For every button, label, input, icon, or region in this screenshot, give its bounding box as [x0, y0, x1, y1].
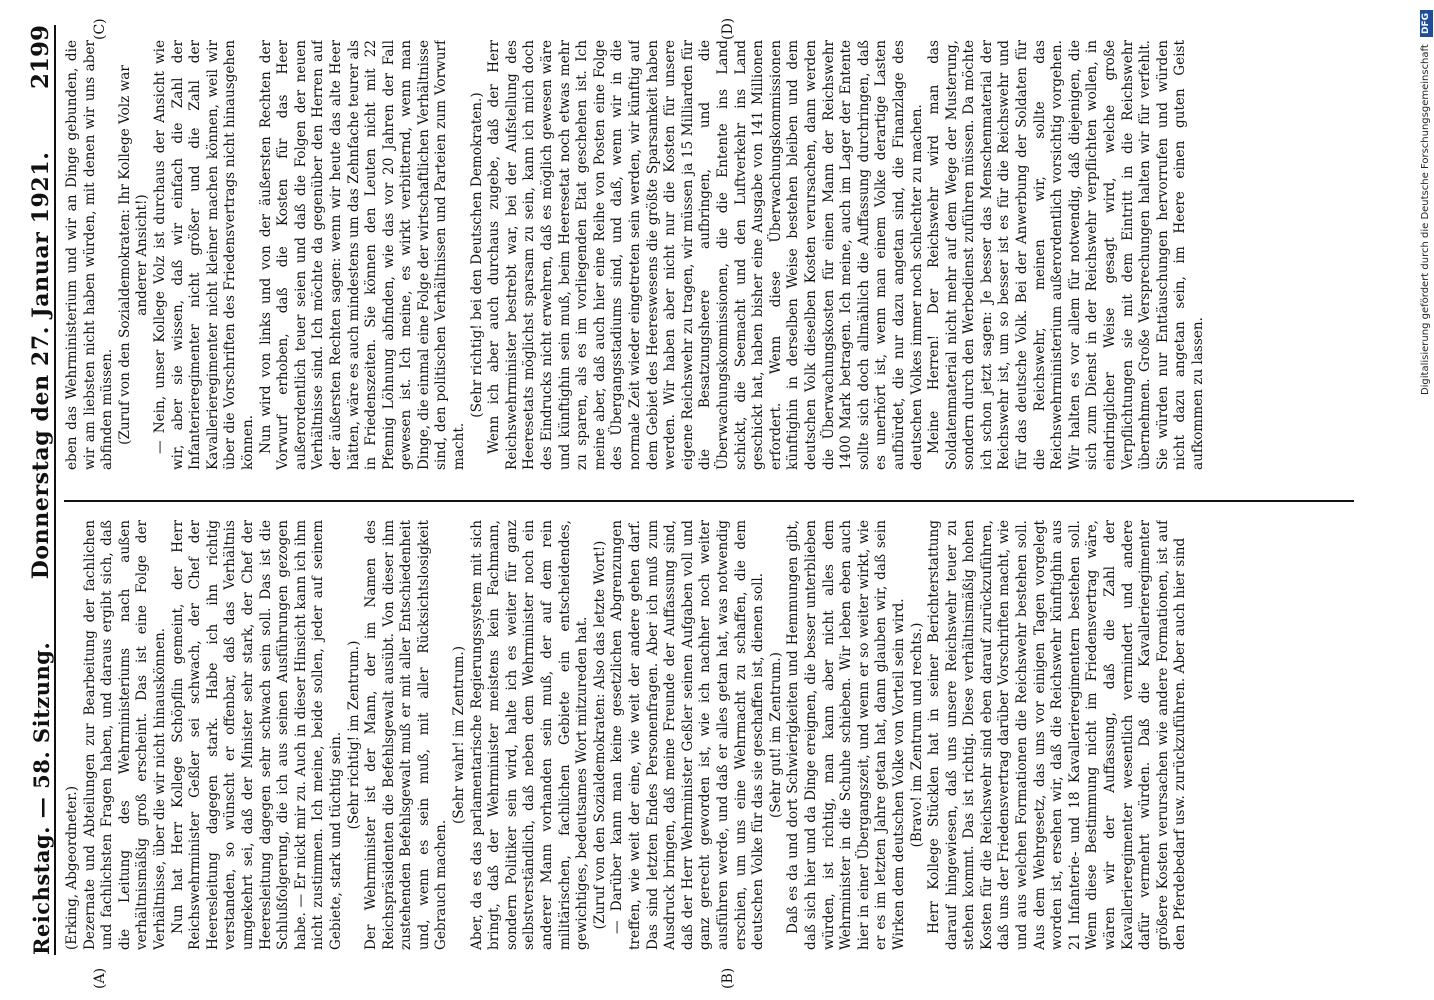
scanned-page — [0, 5, 1370, 995]
paragraph: Nun wird von links und von der äußersten Rechten der Vorwurf erhoben, daß die Kosten für das Heer außerordentlich teuer seien und daß die Folgen der neuen Verhältnisse sind. Ich möchte da gegenüber den Herren auf der äußersten Rechten sagen: wenn wir heute das alte Heer hätten, wäre es auch mindestens um das Zehnfache teurer als in Friedenszeiten. Sie können den Leuten nicht mit 22 Pfennig Löhnung abfinden, wie das vor 20 Jahren der Fall gewesen ist. Ich meine, es wirkt verbitternd, wenn man Dinge, die einmal eine Folge der wirtschaftlichen Verhältnisse sind, den politischen Verhältnissen und Parteien zum Vorwurf macht. — [257, 40, 468, 470]
margin-marker-b: (B) — [720, 967, 736, 989]
paragraph: Daß es da und dort Schwierigkeiten und Hemmungen gibt, daß sich hier und da Dinge ereignen, die besser unterblieben würden, ist richtig, man kann aber nicht alles dem Wehrminister in die Schuhe schieben. Wir leben eben auch hier in einer Übergangszeit, und wenn er so weiter wirkt, wie er es im letzten Jahre getan hat, dann glauben wir, daß sein Wirken dem deutschen Volke von Vorteil sein wird. — [785, 520, 907, 950]
paragraph: Herr Kollege Stücklen hat in seiner Berichterstattung darauf hingewiesen, daß uns unsere Reichswehr teuer zu stehen kommt. Das ist richtig. Diese verhältnismäßig hohen Kosten für die Reichswehr sind eben darauf zurückzuführen, daß uns der Friedensvertrag darüber Vorschriften macht, wie und aus welchen Formationen die Reichswehr bestehen soll. Aus dem Wehrgesetz, das uns vor einigen Tagen vorgelegt worden ist, ersehen wir, daß die Reichswehr künftighin aus 21 Infanterie- und 18 Kavallerieregimentern bestehen soll. Wenn diese Bestimmung nicht im Friedensvertrag wäre, wären wir der Auffassung, daß die Zahl der Kavallerieregimenter wesentlich vermindert und andere dafür vermehrt würden. Daß die Kavallerieregimenter größere Kosten verursachen wie andere Formationen, ist auf den Pferdebedarf usw. zurückzuführen. Aber auch hier sind — [926, 520, 1189, 950]
paragraph: (Sehr richtig! bei den Deutschen Demokraten.) — [468, 92, 485, 418]
paragraph: Dezernate und Abteilungen zur Bearbeitung der fachlichen und fachlichsten Fragen haben, und daraus ergibt sich, daß die Leitung des Wehrministeriums nach außen verhältnismäßig groß erscheint. Das ist eine Folge der Verhältnisse, über die wir nicht hinauskönnen. — [81, 520, 168, 950]
funding-note: Digitalisierung gefördert durch die Deutsche Forschungsgemeinschaft — [1420, 44, 1431, 396]
margin-marker-d: (D) — [720, 17, 736, 40]
paragraph: (Sehr gut! im Zentrum.) — [767, 652, 784, 818]
paragraph: — Nein, unser Kollege Volz ist durchaus der Ansicht wie wir, aber sie wissen, daß wir einfach die Zahl der Infanterieregimenter nicht größer und die Zahl der Kavallerieregimenter nicht kleiner machen können, weil wir über die Vorschriften des Friedensvertrags nicht hinausgehen können. — [151, 40, 256, 470]
column-divider — [64, 500, 1354, 502]
paragraph: (Sehr richtig! im Zentrum.) — [345, 640, 362, 830]
header-left: Reichstag. — 58. Sitzung. — [29, 641, 54, 955]
margin-marker-a: (A) — [92, 967, 108, 989]
page-header — [14, 25, 56, 955]
dfg-logo: DFG — [1420, 10, 1433, 37]
left-text-column — [64, 520, 1354, 950]
paragraph: — Darüber kann man keine gesetzlichen Abgrenzungen treffen, wie weit der eine, wie weit der andere gehen darf. Das sind letzten Endes Personenfragen. Aber ich muß zum Ausdruck bringen, daß meine Freunde der Auffassung sind, daß der Herr Wehrminister Geßler seinen Aufgaben voll und ganz gerecht geworden ist, wie ich nachher noch weiter ausführen werde, und daß er alles getan hat, was notwendig erschien, um uns eine Wehrmacht zu schaffen, die dem deutschen Volke für das sie geschaffen ist, dienen soll. — [609, 520, 767, 950]
paragraph: (Zuruf von den Sozialdemokraten: Ihr Kollege Volz war anderer Ansicht!) — [116, 65, 151, 445]
right-text-column — [64, 40, 1354, 470]
paragraph: Aber, da es das parlamentarische Regierungssystem mit sich bringt, daß der Wehrminister meistens kein Fachmann, sondern Politiker sein wird, halte ich es weiter für ganz selbstverständlich, daß neben dem Wehrminister noch ein anderer Mann vorhanden sein muß, der auf dem rein militärischen, fachlichen Gebiete ein entscheidendes, gewichtiges, bedeutsames Wort mitzureden hat. — [468, 520, 591, 950]
page-number: 2199 — [27, 25, 54, 90]
paragraph: (Sehr wahr! im Zentrum.) — [451, 645, 468, 825]
paragraph: Meine Herren! Der Reichswehr wird man das Soldatenmaterial nicht mehr auf dem Wege der Musterung, sondern durch den Werbedienst zuführen müssen. Da möchte ich schon jetzt sagen: Je besser das Menschenmaterial der Reichswehr ist, um so besser ist es für die Reichswehr und für das deutsche Volk. Bei der Anwerbung der Soldaten für die Reichswehr, meinen wir, sollte das Reichswehrministerium außerordentlich vorsichtig vorgehen. Wir halten es vor allem für notwendig, daß diejenigen, die sich zum Dienst in der Reichswehr verpflichten wollen, in eindringlicher Weise gesagt wird, welche große Verpflichtungen sie mit dem Eintritt in die Reichswehr übernehmen. Große Versprechungen halten wir für verfehlt. Sie würden nur Enttäuschungen hervorrufen und würden nicht dazu angetan sein, im Heere einen guten Geist aufkommen zu lassen. — [926, 40, 1206, 470]
header-date: Donnerstag den 27. Januar 1921. — [28, 151, 54, 580]
paragraph: eben das Wehrministerium und wir an Dinge gebunden, die wir am liebsten nicht haben würden, mit denen wir uns aber abfinden müssen. — [64, 40, 116, 470]
paragraph: Wenn ich aber auch durchaus zugebe, daß der Herr Reichswehrminister bestrebt war, bei der Aufstellung des Heeresetats möglichst sparsam zu sein, kann ich mich doch des Eindrucks nicht erwehren, daß es möglich gewesen wäre und künftighin sein muß, beim Heeresetat noch etwas mehr zu sparen, als es im vorliegenden Etat geschehen ist. Ich meine aber, daß auch hier eine Reihe von Posten eine Folge des Übergangsstadiums sind, und daß, wenn wir in die normale Zeit wieder eingetreten sein werden, wir künftig auf dem Gebiet des Heereswesens die größte Sparsamkeit haben werden. Wir haben aber nicht nur die Kosten für unsere eigene Reichswehr zu tragen, wir müssen ja 15 Milliarden für die Besatzungsheere aufbringen, und die Überwachungskommissionen, die die Entente ins Land schickt, die Seemacht und den Luftverkehr ins Land geschickt hat, haben bisher eine Ausgabe von 141 Millionen erfordert. Wenn diese Überwachungskommissionen künftighin in derselben Weise bestehen bleiben und dem deutschen Volk dieselben Kosten verursachen, dann werden die Überwachungskosten für einen Mann der Reichswehr 1400 Mark betragen. Ich meine, auch im Lager der Entente sollte sich doch allmählich die Auffassung durchringen, daß es unerhört ist, wenn man einem Volke derartige Lasten aufbürdet, die nur dazu angetan sind, die Finanzlage des deutschen Volkes immer noch schlechter zu machen. — [486, 40, 925, 470]
digitization-sidebar — [1418, 0, 1434, 1000]
paragraph: Nun hat Herr Kollege Schöpflin gemeint, der Herr Reichswehrminister Geßler sei schwach, der Chef der Heeresleitung dagegen stark. Habe ich ihn richtig verstanden, so wünscht er offenbar, daß das Verhältnis umgekehrt sei, daß der Minister sehr stark, der Chef der Heeresleitung dagegen sehr schwach sein soll. Das ist die Schlußfolgerung, die ich aus seinen Ausführungen gezogen habe. — Er nickt mir zu. Auch in dieser Hinsicht kann ich ihm nicht zustimmen. Ich meine, beide sollen, jeder auf seinem Gebiete, stark und tüchtig sein. — [169, 520, 344, 950]
paragraph: (Zuruf von den Sozialdemokraten: Also das letzte Wort!) — [591, 540, 608, 930]
paragraph: (Bravo! im Zentrum und rechts.) — [908, 622, 925, 848]
paragraph: (Erking, Abgeordneter.) — [64, 786, 80, 950]
paragraph: Der Wehrminister ist der Mann, der im Namen des Reichspräsidenten die Befehlsgewalt ausübt. Von dieser ihm zustehenden Befehlsgewalt muß er mit aller Entschiedenheit und, wenn es sein muß, mit aller Rücksichtslosigkeit Gebrauch machen. — [363, 520, 450, 950]
margin-marker-c: (C) — [92, 18, 108, 40]
